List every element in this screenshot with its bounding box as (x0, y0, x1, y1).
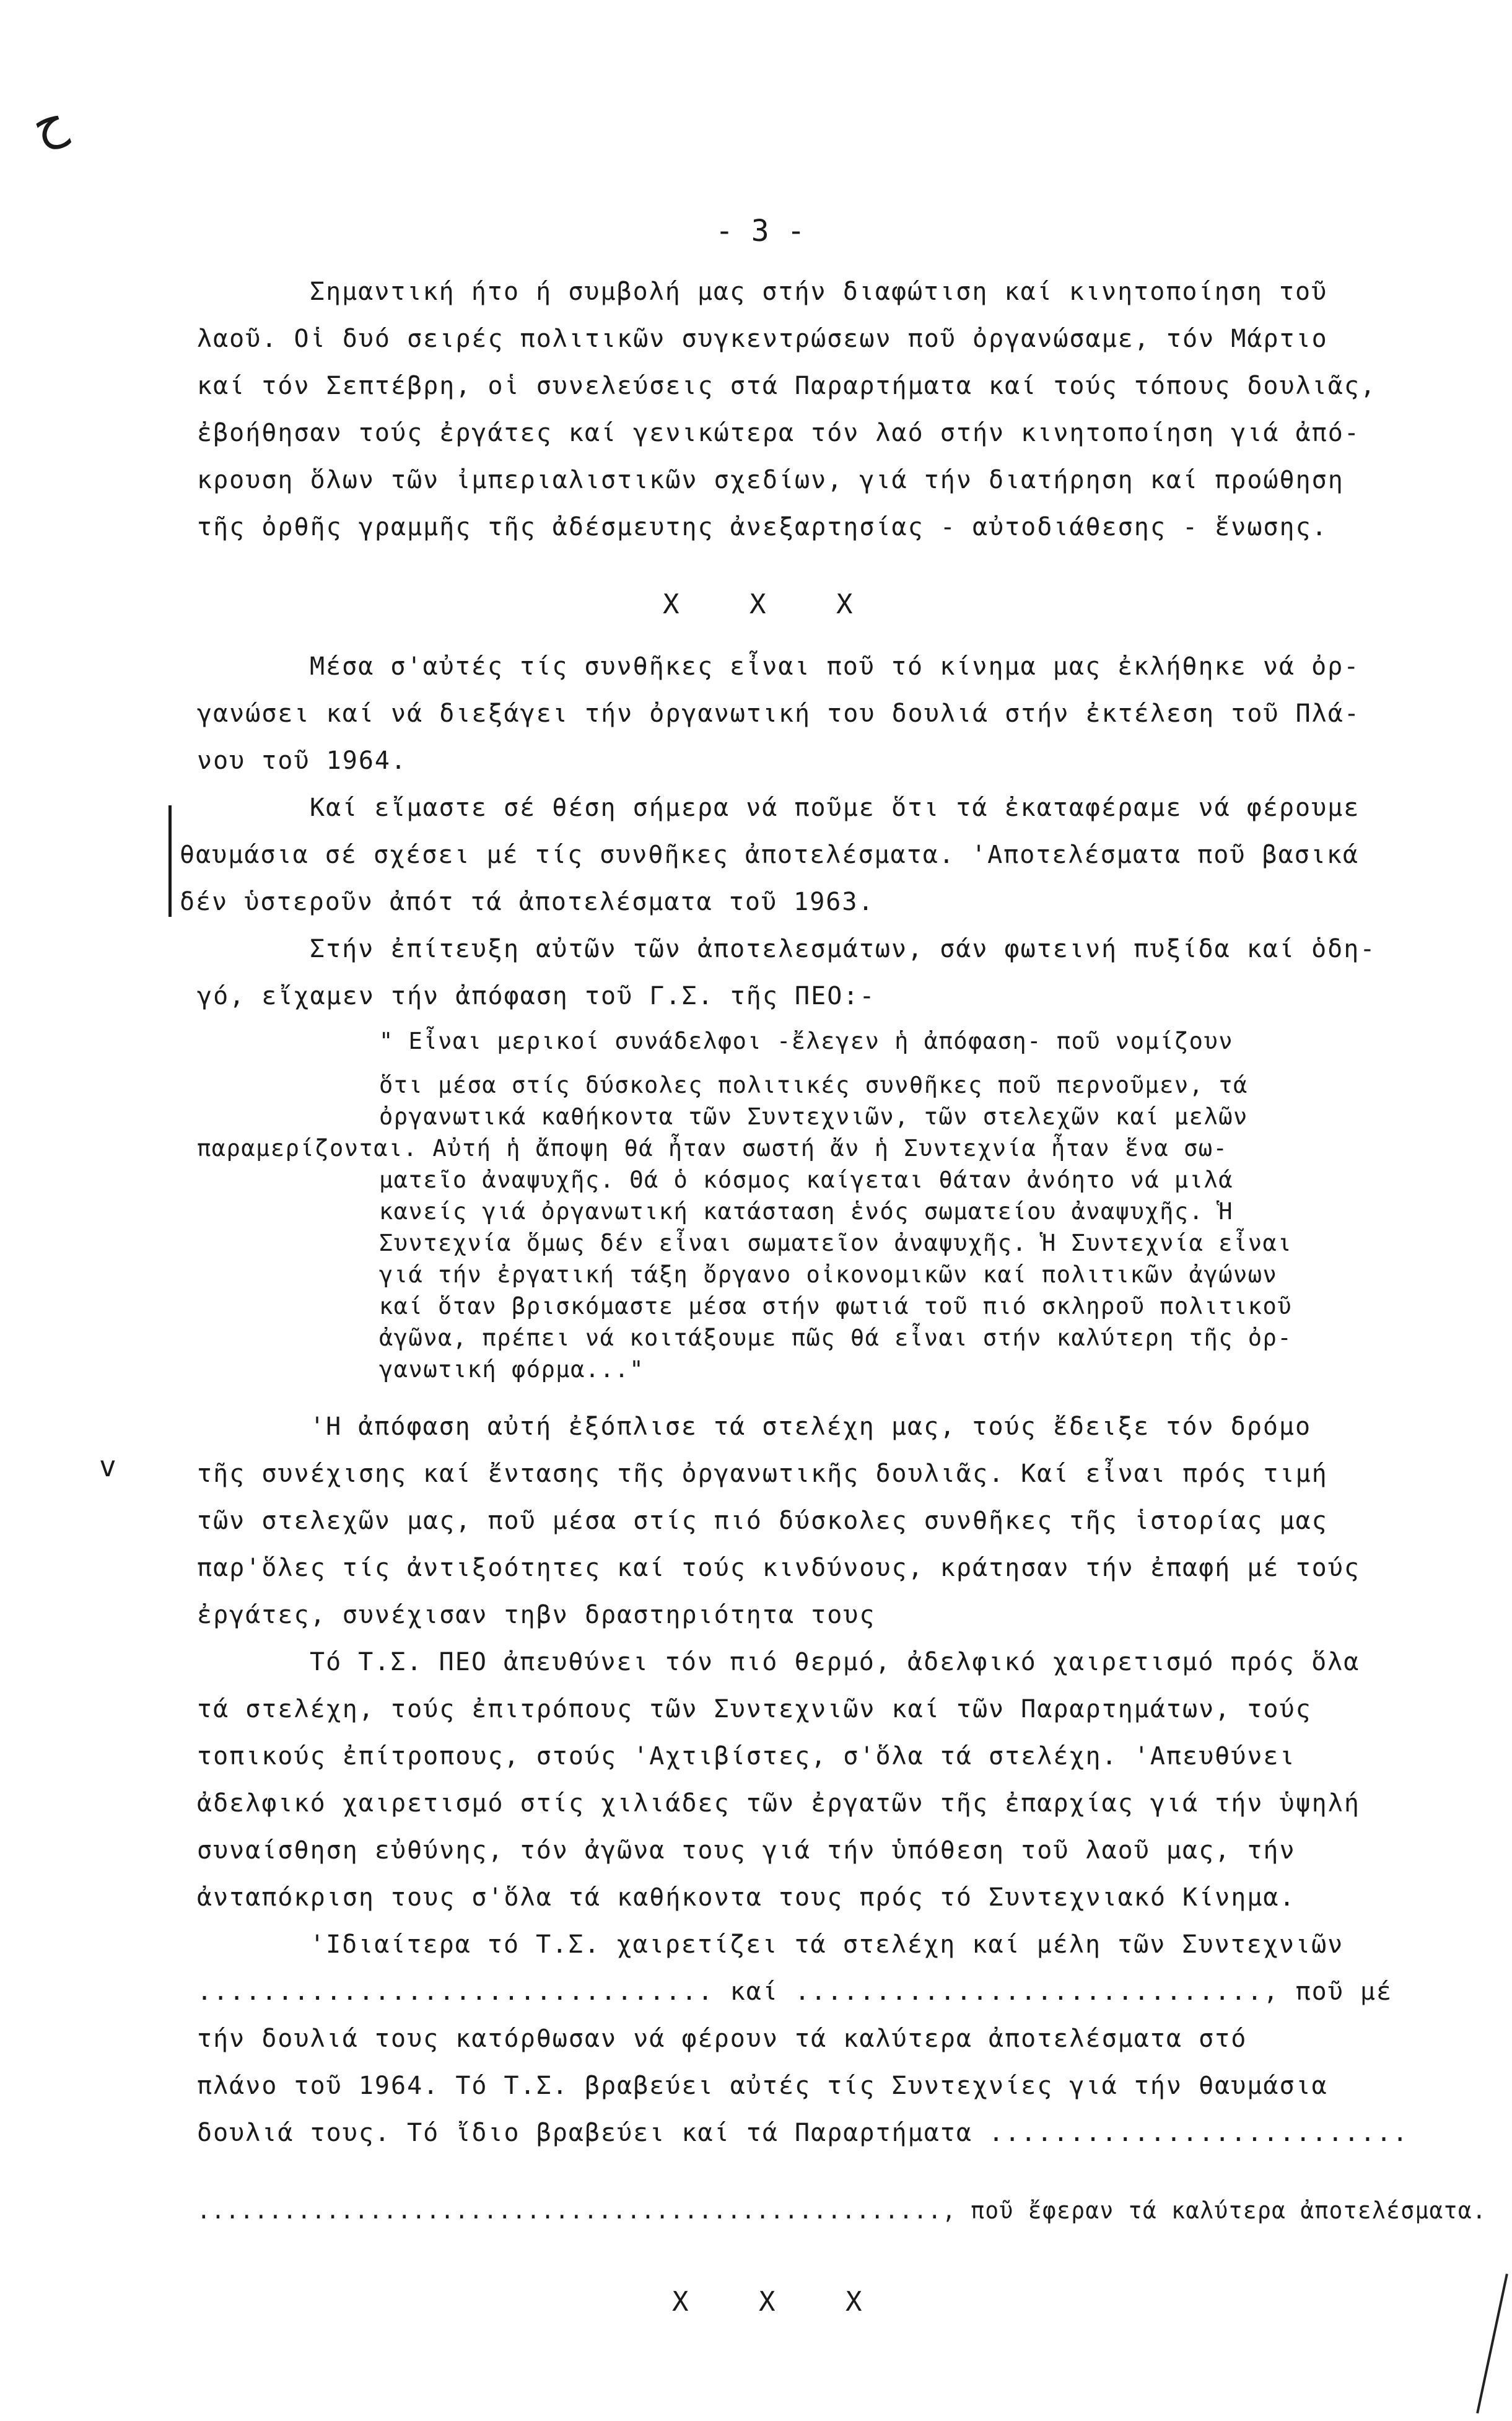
quote-line: γιά τήν ἐργατική τάξη ὄργανο οἰκονομικῶν καί πολιτικῶν ἀγώνων (379, 1261, 1278, 1288)
text-line: ἐργάτες, συνέχισαν τηβν δραστηριότητα τους (197, 1601, 876, 1629)
quote-line: παραμερίζονται. Αὐτή ἡ ἄποψη θά ἦταν σωστή ἄν ἡ Συντεχνία ἦταν ἕνα σω- (197, 1135, 1228, 1162)
quote-line: ἀγῶνα, πρέπει νά κοιτάξουμε πῶς θά εἶναι στήν καλύτερη τῆς ὀρ- (379, 1324, 1293, 1351)
quote-line: ματεῖο ἀναψυχῆς. Θά ὁ κόσμος καίγεται θάταν ἀνόητο νά μιλά (379, 1167, 1234, 1193)
text-line: νου τοῦ 1964. (197, 746, 408, 775)
text-line: παρ'ὅλες τίς ἀντιξοότητες καί τούς κινδύνους, κράτησαν τήν ἐπαφή μέ τούς (197, 1554, 1360, 1582)
text-line: καί τόν Σεπτέβρη, οἱ συνελεύσεις στά Παραρτήματα καί τούς τόπους δουλιᾶς, (197, 372, 1376, 400)
quote-line: " Εἶναι μερικοί συνάδελφοι -ἔλεγεν ἡ ἀπόφαση- ποῦ νομίζουν (379, 1028, 1234, 1054)
quote-line: ὅτι μέσα στίς δύσκολες πολιτικές συνθῆκες ποῦ περνοῦμεν, τά (379, 1072, 1248, 1098)
text-line: Τό Τ.Σ. ΠΕΟ ἀπευθύνει τόν πιό θερμό, ἀδελφικό χαιρετισμό πρός ὅλα (310, 1648, 1360, 1676)
text-line: ................................ καί ............................., ποῦ μέ (197, 1977, 1393, 2006)
text-line: γανώσει καί νά διεξάγει τήν ὀργανωτική του δουλιά στήν ἐκτέλεση τοῦ Πλά- (197, 699, 1360, 728)
text-line: ἀδελφικό χαιρετισμό στίς χιλιάδες τῶν ἐργατῶν τῆς ἐπαρχίας γιά τήν ὑψηλή (197, 1789, 1360, 1818)
text-line: γό, εἴχαμεν τήν ἀπόφαση τοῦ Γ.Σ. τῆς ΠΕΟ:- (197, 982, 876, 1010)
handwritten-margin-mark: ح (25, 89, 73, 154)
quote-line: καί ὅταν βρισκόμαστε μέσα στήν φωτιά τοῦ πιό σκληροῦ πολιτικοῦ (379, 1293, 1293, 1320)
text-line: τῆς συνέχισης καί ἔντασης τῆς ὀργανωτικῆς δουλιᾶς. Καί εἶναι πρός τιμή (197, 1460, 1328, 1488)
quote-line: Συντεχνία ὅμως δέν εἶναι σωματεῖον ἀναψυχῆς. Ἡ Συντεχνία εἶναι (379, 1230, 1293, 1256)
margin-bar (168, 805, 172, 917)
text-line: συναίσθηση εὐθύνης, τόν ἀγῶνα τους γιά τήν ὑπόθεση τοῦ λαοῦ μας, τήν (197, 1836, 1296, 1865)
quote-line: γανωτική φόρμα..." (379, 1356, 644, 1383)
text-line: Μέσα σ'αὐτές τίς συνθῆκες εἶναι ποῦ τό κίνημα μας ἐκλήθηκε νά ὀρ- (310, 652, 1360, 681)
quote-line: ὀργανωτικά καθήκοντα τῶν Συντεχνιῶν, τῶν στελεχῶν καί μελῶν (379, 1103, 1248, 1130)
text-line: κρουση ὅλων τῶν ἰμπεριαλιστικῶν σχεδίων, γιά τήν διατήρηση καί προώθηση (197, 466, 1344, 494)
text-line: πλάνο τοῦ 1964. Τό Τ.Σ. βραβεύει αὐτές τίς Συντεχνίες γιά τήν θαυμάσια (197, 2072, 1328, 2100)
margin-stroke (1476, 2274, 1508, 2414)
text-line: Σημαντική ήτο ή συμβολή μας στήν διαφώτιση καί κινητοποίηση τοῦ (310, 278, 1328, 306)
text-line: 'Ιδιαίτερα τό Τ.Σ. χαιρετίζει τά στελέχη καί μέλη τῶν Συντεχνιῶν (310, 1930, 1344, 1959)
text-line: ἐβοήθησαν τούς ἐργάτες καί γενικώτερα τόν λαό στήν κινητοποίηση γιά ἀπό- (197, 419, 1360, 447)
page-number: - 3 - (715, 214, 805, 248)
text-line: τήν δουλιά τους κατόρθωσαν νά φέρουν τά καλύτερα ἀποτελέσματα στό (197, 2025, 1248, 2053)
text-line: Στήν ἐπίτευξη αὐτῶν τῶν ἀποτελεσμάτων, σάν φωτεινή πυξίδα καί ὁδη- (310, 935, 1376, 963)
text-line: λαοῦ. Οἱ δυό σειρές πολιτικῶν συγκεντρώσεων ποῦ ὀργανώσαμε, τόν Μάρτιο (197, 325, 1328, 353)
quote-line: κανείς γιά ὀργανωτική κατάσταση ἑνός σωματείου ἀναψυχῆς. Ἡ (379, 1198, 1234, 1225)
text-line: τοπικούς ἐπίτροπους, στούς 'Αχτιβίστες, σ'ὅλα τά στελέχη. 'Απευθύνει (197, 1742, 1296, 1771)
text-line: 'Η ἀπόφαση αὐτή ἐξόπλισε τά στελέχη μας, τούς ἔδειξε τόν δρόμο (310, 1412, 1312, 1441)
text-line: Καί εἴμαστε σέ θέση σήμερα νά ποῦμε ὅτι τά ἐκαταφέραμε νά φέρουμε (310, 794, 1360, 822)
text-line: ...................................................., ποῦ ἔφεραν τά καλύτερα ἀποτελέσματα. (197, 2197, 1487, 2224)
text-line: τῶν στελεχῶν μας, ποῦ μέσα στίς πιό δύσκολες συνθῆκες τῆς ἱστορίας μας (197, 1507, 1328, 1535)
text-line: θαυμάσια σέ σχέσει μέ τίς συνθῆκες ἀποτελέσματα. 'Αποτελέσματα ποῦ βασικά (180, 841, 1359, 869)
text-line: τά στελέχη, τούς ἐπιτρόπους τῶν Συντεχνιῶν καί τῶν Παραρτημάτων, τούς (197, 1695, 1312, 1723)
text-line: δέν ὑστεροῦν ἀπότ τά ἀποτελέσματα τοῦ 1963. (180, 888, 875, 916)
text-line: δουλιά τους. Τό ἴδιο βραβεύει καί τά Παραρτήματα .......................... (197, 2119, 1409, 2147)
section-separator: X X X (663, 589, 853, 620)
text-line: τῆς ὀρθῆς γραμμῆς τῆς ἀδέσμευτης ἀνεξαρτησίας - αὐτοδιάθεσης - ἕνωσης. (197, 513, 1328, 541)
section-separator: X X X (672, 2286, 862, 2318)
text-line: ἀνταπόκριση τους σ'ὅλα τά καθήκοντα τους πρός τό Συντεχνιακό Κίνημα. (197, 1883, 1296, 1912)
handwritten-check-mark: v (99, 1450, 116, 1483)
